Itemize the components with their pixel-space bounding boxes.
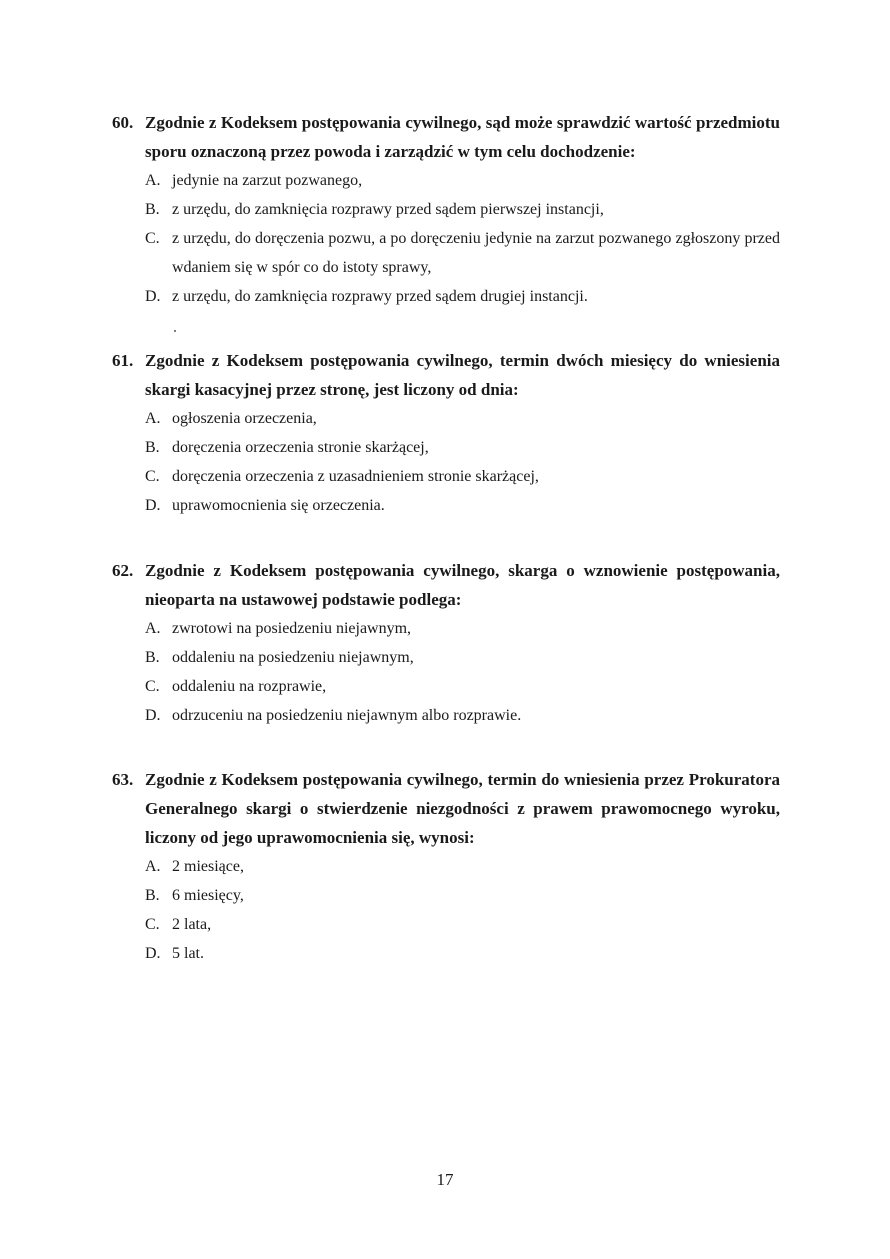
option-text: doręczenia orzeczenia z uzasadnieniem stronie skarżącej, (172, 468, 539, 485)
option-text: uprawomocnienia się orzeczenia. (172, 497, 385, 514)
option-text: ogłoszenia orzeczenia, (172, 410, 317, 427)
option-letter: A. (145, 410, 161, 427)
question-stem (112, 765, 780, 852)
option-letter: D. (145, 288, 161, 305)
answer-option-c (145, 462, 780, 491)
question-number: 60. (112, 113, 134, 132)
answer-option-c (145, 224, 780, 282)
option-text: z urzędu, do zamknięcia rozprawy przed sądem pierwszej instancji, (172, 201, 604, 218)
answer-option-d (145, 491, 780, 520)
question-text: Zgodnie z Kodeksem postępowania cywilnego, skarga o wznowienie postępowania, nieoparta na ustawowej podstawie podlega: (145, 561, 780, 609)
answer-option-b (145, 433, 780, 462)
option-letter: B. (145, 439, 160, 456)
question-text: Zgodnie z Kodeksem postępowania cywilnego, termin dwóch miesięcy do wniesienia skargi kasacyjnej przez stronę, jest liczony od dnia: (145, 351, 780, 399)
option-text: 2 miesiące, (172, 858, 244, 875)
option-letter: A. (145, 172, 161, 189)
answer-option-d (145, 282, 780, 311)
option-text: z urzędu, do doręczenia pozwu, a po doręczeniu jedynie na zarzut pozwanego zgłoszony przed wdaniem się w spór co do istoty sprawy, (172, 230, 780, 276)
answer-option-a (145, 404, 780, 433)
answer-option-d (145, 701, 780, 730)
option-letter: A. (145, 620, 161, 637)
question-number: 61. (112, 351, 134, 370)
option-letter: D. (145, 707, 161, 724)
option-text: oddaleniu na rozprawie, (172, 678, 327, 695)
answer-option-a (145, 852, 780, 881)
option-text: 5 lat. (172, 945, 204, 962)
question-text: Zgodnie z Kodeksem postępowania cywilnego, termin do wniesienia przez Prokuratora Generalnego skargi o stwierdzenie niezgodności z prawem prawomocnego wyroku, liczony od jego uprawomocnienia się, wynosi: (145, 770, 780, 847)
option-letter: C. (145, 916, 160, 933)
answer-option-b (145, 881, 780, 910)
question-stem (112, 108, 780, 166)
question-60 (112, 108, 780, 311)
option-letter: B. (145, 649, 160, 666)
question-63 (112, 765, 780, 968)
option-text: 2 lata, (172, 916, 212, 933)
option-letter: D. (145, 945, 161, 962)
option-letter: B. (145, 201, 160, 218)
option-letter: B. (145, 887, 160, 904)
answer-option-c (145, 672, 780, 701)
question-stem (112, 556, 780, 614)
option-letter: D. (145, 497, 161, 514)
answer-option-b (145, 643, 780, 672)
option-text: jedynie na zarzut pozwanego, (172, 172, 363, 189)
scan-speck (174, 330, 176, 332)
option-text: odrzuceniu na posiedzeniu niejawnym albo rozprawie. (172, 707, 522, 724)
option-text: oddaleniu na posiedzeniu niejawnym, (172, 649, 414, 666)
question-61 (112, 346, 780, 520)
answer-option-b (145, 195, 780, 224)
option-text: zwrotowi na posiedzeniu niejawnym, (172, 620, 412, 637)
answer-option-c (145, 910, 780, 939)
option-letter: C. (145, 678, 160, 695)
answer-option-d (145, 939, 780, 968)
option-letter: C. (145, 468, 160, 485)
question-62 (112, 556, 780, 730)
option-letter: A. (145, 858, 161, 875)
option-text: 6 miesięcy, (172, 887, 244, 904)
option-text: z urzędu, do zamknięcia rozprawy przed sądem drugiej instancji. (172, 288, 588, 305)
option-text: doręczenia orzeczenia stronie skarżącej, (172, 439, 429, 456)
answer-option-a (145, 166, 780, 195)
question-number: 62. (112, 561, 134, 580)
question-stem (112, 346, 780, 404)
question-number: 63. (112, 770, 134, 789)
page-number: 17 (436, 1170, 454, 1189)
answer-option-a (145, 614, 780, 643)
question-text: Zgodnie z Kodeksem postępowania cywilnego, sąd może sprawdzić wartość przedmiotu sporu oznaczoną przez powoda i zarządzić w tym celu dochodzenie: (145, 113, 780, 161)
option-letter: C. (145, 230, 160, 247)
